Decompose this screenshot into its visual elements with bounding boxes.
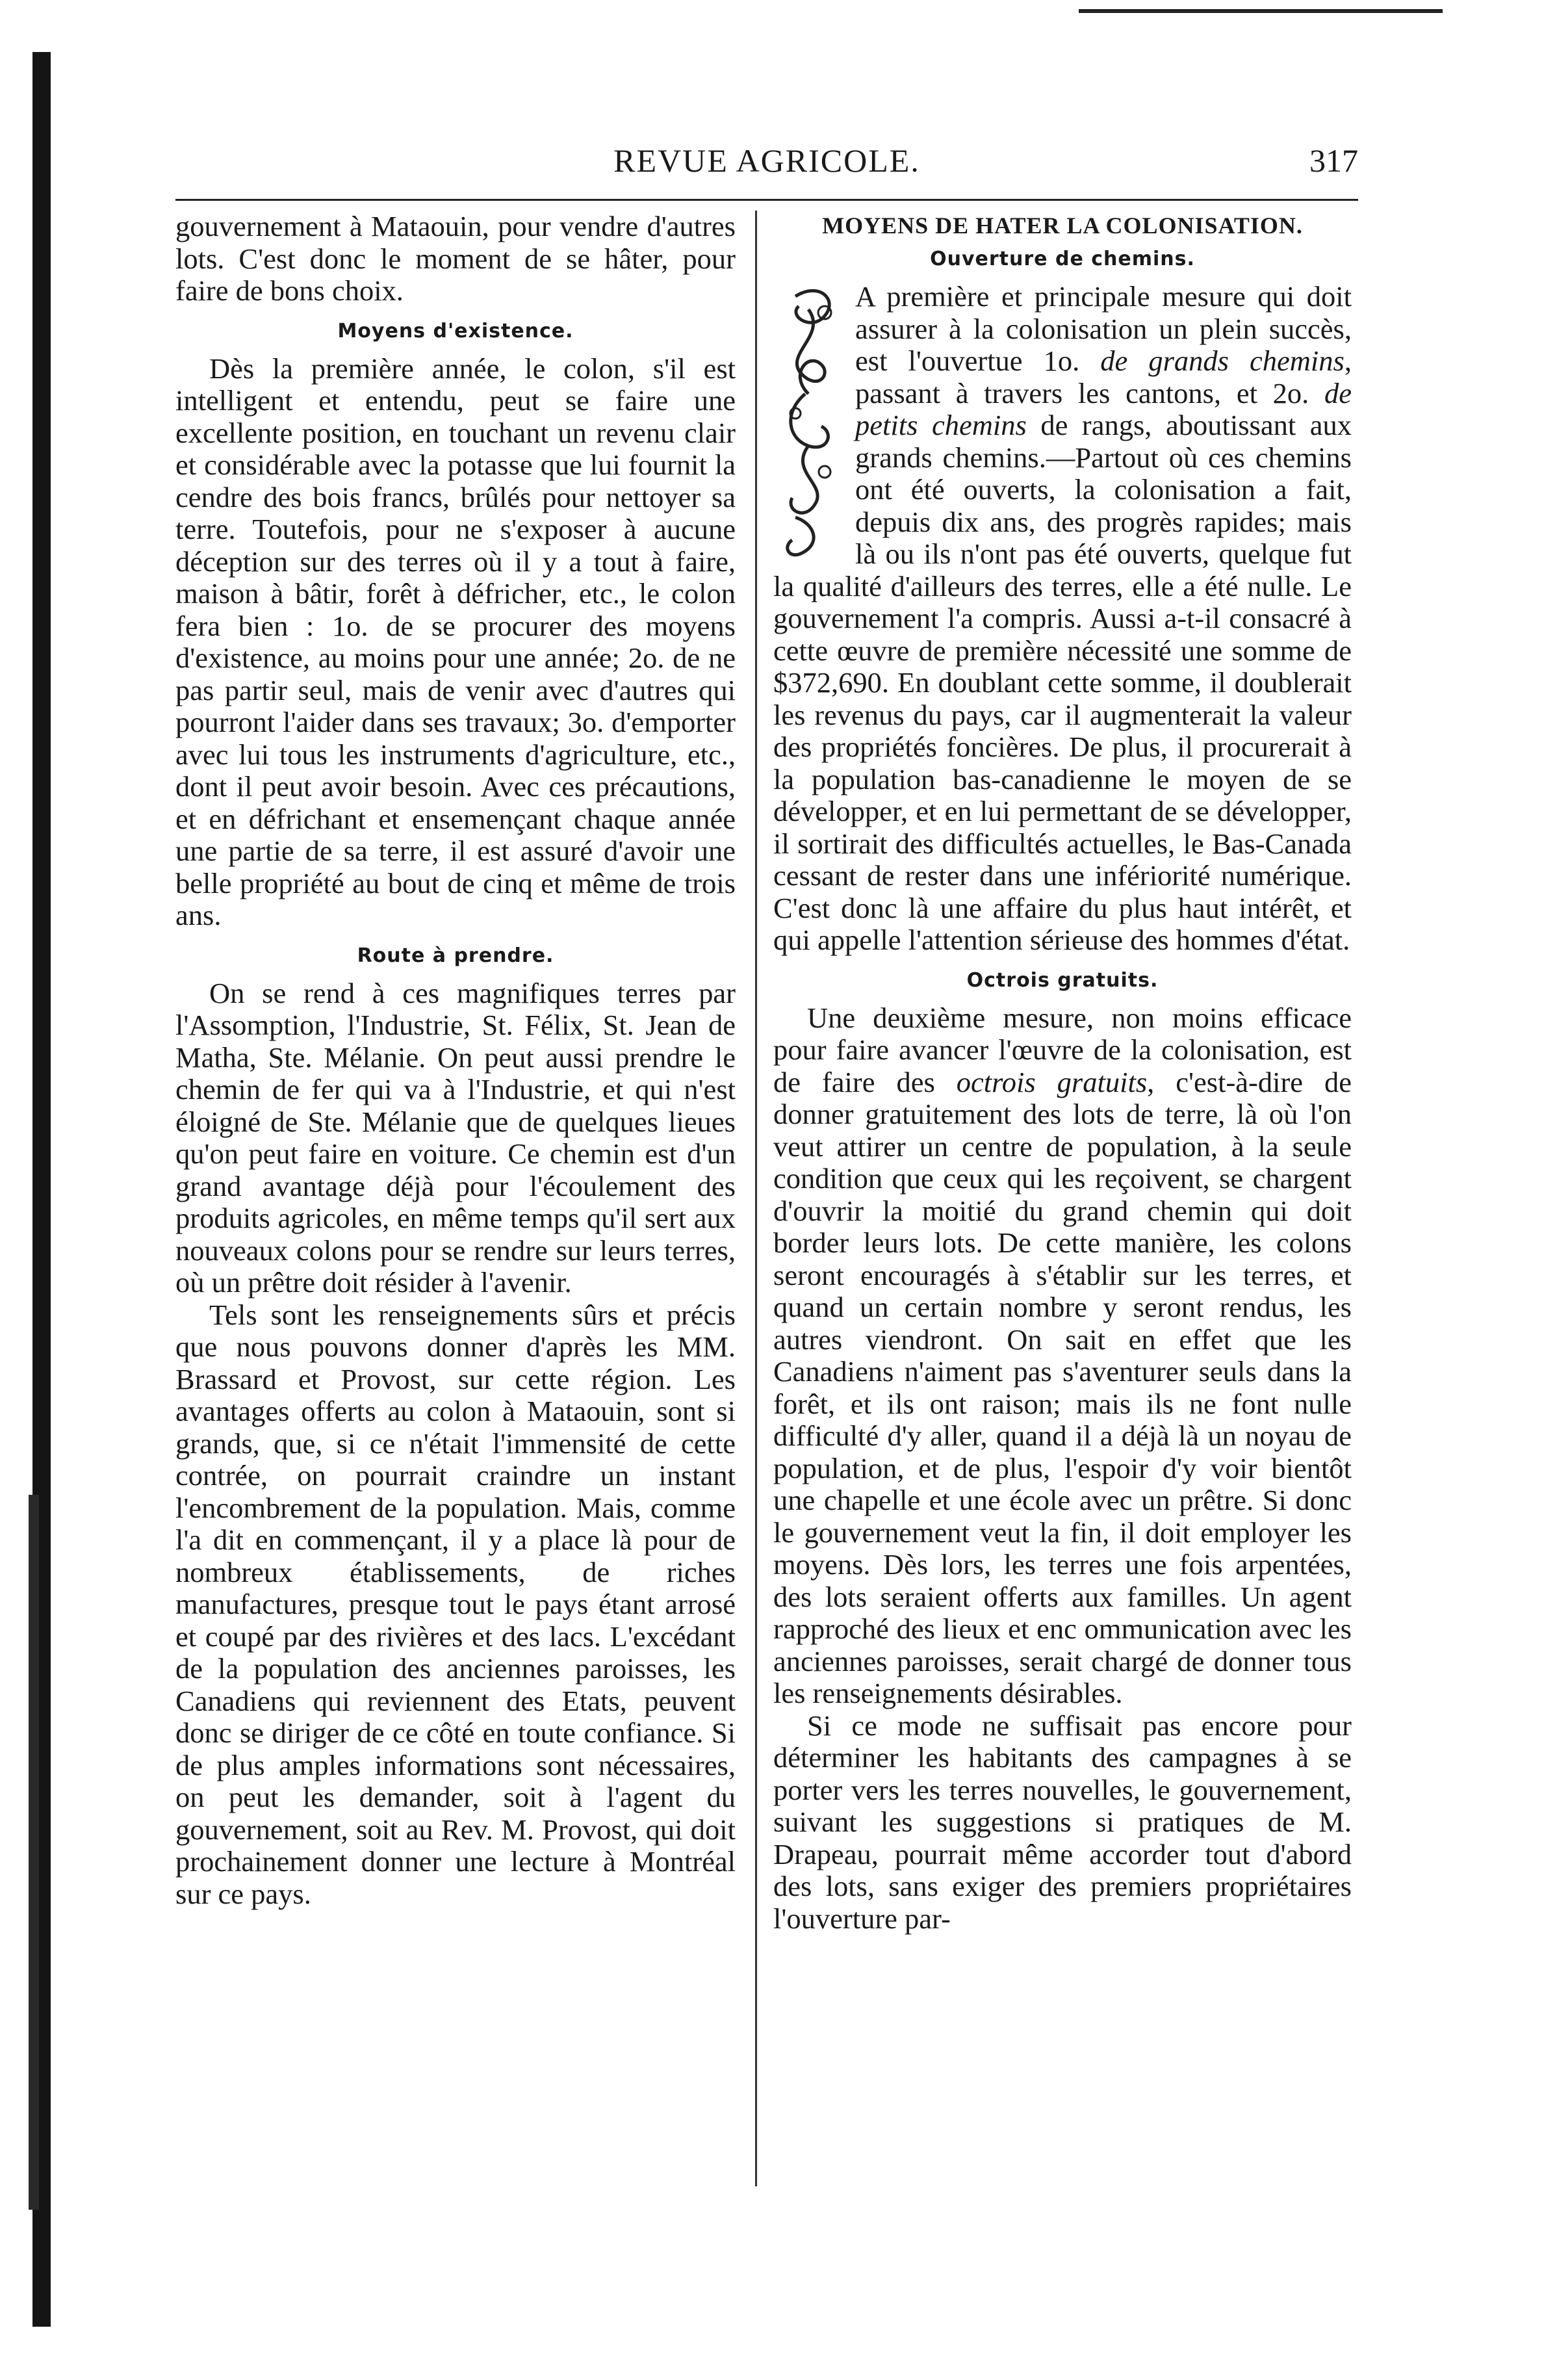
text-run: , c'est-à-dire de donner gratuitement des lots de terre, là où l'on veut attirer un centre de population, à la seule condition que ceux qui les reçoivent, se chargent d'ouvrir la moitié du grand chemin qui doit border leurs lots. De cette manière, les colons seront encouragés à s'établir sur les terres, et quand un certain nombre y seront rendus, les autres viendront. On sait en effet que les Canadiens n'aiment pas s'aventurer seuls dans la forêt, et ils ont raison; mais ils ne font nulle difficulté d'y aller, quand il a déjà là un noyau de population, et de plus, l'espoir d'y voir bientôt une chapelle et une école avec un prêtre. Si donc le gouvernement veut la fin, il doit employer les moyens. Dès lors, les terres une fois arpentées, des lots seraient offerts aux familles. Un agent rapproché des lieux et enc ommunication avec les anciennes paroisses, serait chargé de donner tous les renseignements désirables. [773,1065,1352,1709]
paragraph-continued: gouvernement à Mataouin, pour vendre d'autres lots. C'est donc le moment de se hâter, pour faire de bons choix. [175,210,736,307]
text-run: Une deuxième mesure, non moins efficace pour faire avancer l'œuvre de la colonisation, est de faire des [773,1001,1352,1098]
page-number: 317 [1309,142,1358,179]
paragraph-renseignements: Tels sont les renseignements sûrs et précis que nous pouvons donner d'après les MM. Brassard et Provost, sur cette région. Les avantages offerts au colon à Mataouin, sont si grands, que, si ce n'était l'immensité de cette contrée, on pourrait craindre un instant l'encombrement de la population. Mais, comme l'a dit en commençant, il y a place là pour de nombreux établissements, de riches manufactures, presque tout le pays étant arrosé et coupé par des rivières et des lacs. L'excédant de la population des anciennes paroisses, les Canadiens qui reviennent des Etats, peuvent donc se diriger de ce côté en toute confiance. Si de plus amples informations sont nécessaires, on peut les demander, soit à l'agent du gouvernement, soit au Rev. M. Provost, qui doit prochainement donner une lecture à Montréal sur ce pays. [175,1298,736,1910]
section-heading-octrois: Octrois gratuits. [966,968,1159,992]
paragraph-chemins [773,281,1352,957]
emphasis-petits-chemins: de petits chemins [855,376,1352,441]
running-head [175,142,1358,187]
section-heading-existence: Moyens d'existence. [337,319,574,343]
ornamental-initial-icon [769,283,846,563]
section-heading-chemins: Ouverture de chemins. [930,248,1195,270]
paragraph-route: On se rend à ces magnifiques terres par l'Assomption, l'Industrie, St. Félix, St. Jean de Matha, Ste. Mélanie. On peut aussi prendre le chemin de fer qui va à l'Industrie, et qui n'est éloigné de Ste. Mélanie que de quelques lieues qu'on peut faire en voiture. Ce chemin est d'un grand avantage déjà pour l'écoulement des produits agricoles, en même temps qu'il sert aux nouveaux colons pour se rendre sur leurs terres, où un prêtre doit résider à l'avenir. [175,976,736,1299]
emphasis-octrois-gratuits: octrois gratuits [956,1065,1148,1098]
right-column [773,211,1352,1935]
header-rule [175,199,1358,201]
top-edge-rule [1079,9,1443,13]
column-divider [755,211,757,2186]
paragraph-existence: Dès la première année, le colon, s'il est intelligent et entendu, peut se faire une excellente position, en touchant un revenu clair et considérable avec la potasse que lui fournit la cendre des bois francs, brûlés pour nettoyer sa terre. Toutefois, pour ne s'exposer à aucune déception sur des terres où il y a tout à faire, maison à bâtir, forêt à défricher, etc., le colon fera bien : 1o. de se procurer des moyens d'existence, au moins pour une année; 2o. de ne pas partir seul, mais de venir avec d'autres qui pourront l'aider dans ses travaux; 3o. d'emporter avec lui tous les instruments d'agriculture, etc., dont il peut avoir besoin. Avec ces précautions, et en défrichant et ensemençant chaque année une partie de sa terre, il est assuré d'avoir une belle propriété au bout de cinq et même de trois ans. [175,352,736,931]
left-column [175,211,736,1910]
scan-edge-shadow-lower [29,1495,39,2210]
text-run: , passant à travers les cantons, et 2o. [855,344,1352,409]
emphasis-grands-chemins: de grands chemins [1100,344,1345,377]
paragraph-mode: Si ce mode ne suffisait pas encore pour déterminer les habitants des campagnes à se porter vers les terres nouvelles, le gouvernement, suivant les suggestions si pratiques de M. Drapeau, pourrait même accorder tout d'abord des lots, sans exiger des premiers propriétaires l'ouverture par- [773,1709,1352,1935]
text-run: de rangs, aboutissant aux grands chemins.—Partout où ces chemins ont été ouverts, la colonisation a fait, depuis dix ans, des progrès rapides; mais là ou ils n'ont pas été ouverts, quelque fut la qualité d'ailleurs des terres, elle a été nulle. Le gouvernement l'a compris. Aussi a-t-il consacré à cette œuvre de première nécessité une somme de $372,690. En doublant cette somme, il doublerait les revenus du pays, car il augmenterait la valeur des propriétés foncières. De plus, il procurerait à la population bas-canadienne le moyen de se développer, et en lui permettant de se développer, il sortirait des difficultés actuelles, le Bas-Canada cessant de rester dans une infériorité numérique. C'est donc là une affaire du plus haut intérêt, et qui appelle l'attention sérieuse des hommes d'état. [773,409,1352,956]
section-heading-route: Route à prendre. [357,944,554,967]
article-title: MOYENS DE HATER LA COLONISATION. [822,213,1303,239]
ornamental-initial [769,283,846,563]
text-run: A première et principale mesure qui doit assurer à la colonisation un plein succès, est l'ouvertue 1o. [855,280,1352,377]
journal-title: REVUE AGRICOLE. [613,142,920,179]
paragraph-octrois [773,1002,1352,1710]
